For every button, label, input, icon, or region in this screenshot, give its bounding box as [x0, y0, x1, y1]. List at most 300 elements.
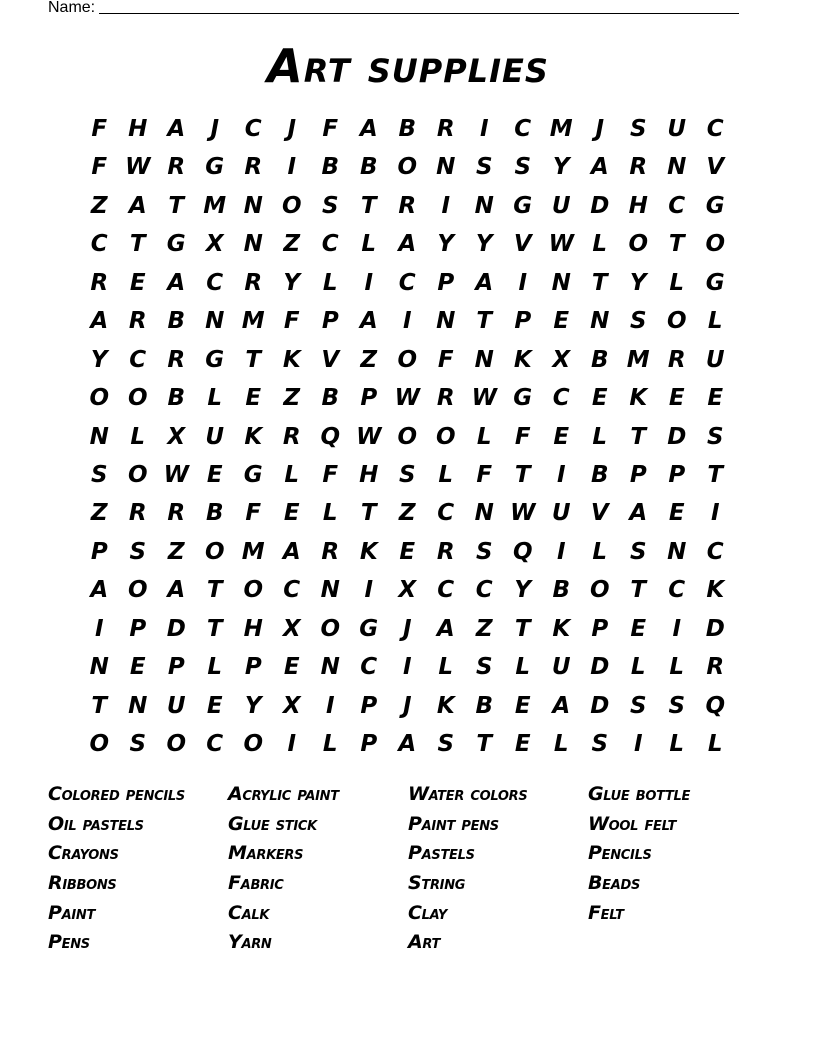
grid-letter: L [284, 461, 300, 488]
grid-letter: K [282, 346, 301, 373]
grid-letter: I [94, 615, 104, 642]
grid-letter: C [552, 385, 570, 412]
word-list-item: Glue stick [228, 812, 317, 835]
name-label: Name: [48, 0, 96, 16]
grid-letter: O [320, 615, 341, 642]
word-list-item [588, 928, 768, 958]
grid-letter: C [706, 116, 724, 142]
grid-letter: P [360, 731, 378, 757]
grid-letter: Y [90, 346, 108, 373]
grid-letter: P [668, 461, 686, 488]
grid-letter: R [398, 192, 417, 219]
grid-letter: K [629, 385, 648, 412]
grid-letter: J [402, 692, 412, 719]
grid-letter: L [592, 231, 608, 258]
word-list-item: Yarn [228, 931, 272, 954]
grid-letter: P [244, 654, 262, 681]
grid-letter: E [399, 538, 416, 565]
grid-letter: E [553, 308, 570, 335]
grid-letter: Z [283, 385, 301, 412]
grid-letter: N [320, 654, 340, 681]
grid-letter: R [282, 423, 301, 450]
grid-letter: U [551, 192, 571, 219]
grid-letter: Y [437, 231, 455, 258]
grid-letter: N [436, 308, 456, 335]
grid-letter: S [706, 423, 724, 450]
grid-letter: G [705, 192, 725, 219]
grid-letter: B [205, 500, 224, 527]
grid-letter: R [321, 538, 340, 565]
grid-letter: W [394, 385, 420, 412]
grid-letter: A [128, 192, 147, 219]
grid-letter: S [629, 538, 647, 565]
grid-letter: B [167, 308, 186, 335]
grid-letter: N [667, 538, 687, 565]
grid-letter: N [320, 577, 340, 604]
grid-letter: W [125, 154, 151, 181]
grid-letter: L [361, 231, 377, 258]
word-list-item: Wool felt [588, 812, 677, 835]
grid-letter: O [127, 461, 148, 488]
grid-letter: B [398, 116, 417, 142]
grid-letter: T [360, 192, 377, 219]
grid-letter: I [287, 154, 297, 181]
grid-letter: T [168, 192, 185, 219]
grid-letter: L [707, 308, 723, 335]
grid-letter: U [551, 500, 571, 527]
grid-letter: N [128, 692, 148, 719]
grid-letter: G [166, 231, 186, 258]
grid-letter: B [552, 577, 571, 604]
grid-letter: K [552, 615, 571, 642]
grid-letter: S [475, 538, 493, 565]
grid-letter: S [475, 154, 493, 181]
grid-letter: C [706, 538, 724, 565]
grid-letter: A [436, 615, 455, 642]
grid-letter: S [514, 154, 532, 181]
grid-letter: K [359, 538, 378, 565]
grid-letter: O [243, 731, 264, 757]
grid-letter: S [398, 461, 416, 488]
grid-letter: E [553, 423, 570, 450]
grid-letter: A [359, 308, 378, 335]
grid-letter: B [359, 154, 378, 181]
grid-letter: T [91, 692, 108, 719]
grid-letter: O [89, 731, 110, 757]
grid-letter: L [592, 423, 608, 450]
grid-letter: Z [90, 500, 108, 527]
grid-letter: E [668, 385, 685, 412]
grid-letter: D [590, 692, 610, 719]
grid-letter: M [626, 346, 650, 373]
grid-letter: M [203, 192, 227, 219]
name-underline [99, 0, 739, 14]
grid-letter: W [510, 500, 536, 527]
grid-letter: U [166, 692, 186, 719]
grid-letter: I [556, 538, 566, 565]
grid-letter: C [360, 654, 378, 681]
word-list-item: Acrylic paint [228, 783, 339, 805]
grid-letter: P [360, 692, 378, 719]
grid-letter: W [163, 461, 189, 488]
grid-letter: F [283, 308, 300, 335]
word-list-item: Pencils [588, 842, 652, 865]
grid-letter: U [551, 654, 571, 681]
grid-letter: N [89, 423, 109, 450]
grid-letter: G [513, 192, 533, 219]
grid-letter: I [402, 654, 412, 681]
grid-letter: T [514, 615, 531, 642]
grid-letter: Z [283, 231, 301, 258]
word-list-item: Colored pencils [48, 783, 185, 805]
grid-letter: E [514, 692, 531, 719]
grid-letter: L [592, 538, 608, 565]
grid-letter: U [205, 423, 225, 450]
grid-letter: I [479, 116, 489, 142]
word-list-item: Felt [588, 901, 624, 924]
word-list-item: Glue bottle [588, 783, 691, 805]
grid-letter: O [628, 231, 649, 258]
grid-letter: S [321, 192, 339, 219]
grid-letter: A [590, 154, 609, 181]
grid-letter: O [397, 423, 418, 450]
grid-letter: N [551, 269, 571, 296]
word-list-item: Crayons [48, 842, 119, 865]
grid-letter: R [167, 346, 186, 373]
grid-letter: F [514, 423, 531, 450]
grid-letter: N [590, 308, 610, 335]
grid-letter: V [706, 154, 725, 181]
grid-letter: H [243, 615, 263, 642]
grid-letter: Y [552, 154, 570, 181]
grid-letter: M [241, 538, 265, 565]
grid-letter: C [514, 116, 532, 142]
grid-letter: O [89, 385, 110, 412]
word-list-item: Ribbons [48, 872, 117, 895]
grid-letter: C [668, 577, 686, 604]
grid-letter: I [518, 269, 528, 296]
grid-letter: E [707, 385, 724, 412]
grid-letter: T [360, 500, 377, 527]
grid-letter: L [515, 654, 531, 681]
grid-letter: J [287, 116, 297, 142]
word-list-item: Water colors [408, 783, 528, 805]
grid-letter: Q [320, 423, 341, 450]
grid-letter: L [207, 654, 223, 681]
grid-letter: O [705, 231, 726, 258]
grid-letter: E [514, 731, 531, 757]
word-list-item: Art [408, 931, 441, 954]
grid-letter: I [364, 577, 374, 604]
grid-letter: T [668, 231, 685, 258]
grid-letter: S [437, 731, 455, 757]
grid-letter: O [243, 577, 264, 604]
grid-letter: G [359, 615, 379, 642]
grid-letter: R [667, 346, 686, 373]
grid-letter: L [630, 654, 646, 681]
grid-letter: L [707, 731, 723, 757]
grid-letter: G [705, 269, 725, 296]
grid-letter: O [589, 577, 610, 604]
grid-letter: R [128, 308, 147, 335]
grid-letter: S [475, 654, 493, 681]
grid-letter: Z [398, 500, 416, 527]
word-list-item: Paint pens [408, 812, 499, 835]
grid-letter: D [705, 615, 725, 642]
grid-letter: E [630, 615, 647, 642]
grid-letter: S [129, 538, 147, 565]
grid-letter: D [590, 654, 610, 681]
grid-letter: L [553, 731, 569, 757]
grid-letter: R [706, 654, 725, 681]
grid-letter: C [90, 231, 108, 258]
grid-letter: Z [475, 615, 493, 642]
grid-letter: A [398, 731, 417, 757]
grid-letter: K [436, 692, 455, 719]
grid-letter: F [322, 461, 339, 488]
grid-letter: L [438, 461, 454, 488]
grid-letter: P [514, 308, 532, 335]
grid-letter: Q [512, 538, 533, 565]
word-list-item: Beads [588, 872, 641, 895]
grid-letter: O [435, 423, 456, 450]
grid-letter: H [128, 116, 148, 142]
grid-letter: X [282, 615, 301, 642]
grid-letter: N [205, 308, 225, 335]
grid-letter: Z [360, 346, 378, 373]
grid-letter: S [629, 116, 647, 142]
grid-letter: T [206, 615, 223, 642]
grid-letter: T [630, 423, 647, 450]
grid-letter: N [89, 654, 109, 681]
grid-letter: L [669, 654, 685, 681]
grid-letter: A [167, 577, 186, 604]
grid-letter: L [669, 269, 685, 296]
grid-letter: N [474, 192, 494, 219]
grid-letter: G [205, 346, 225, 373]
grid-letter: P [129, 615, 147, 642]
grid-letter: A [629, 500, 648, 527]
grid-letter: C [321, 231, 339, 258]
grid-letter: L [207, 385, 223, 412]
grid-letter: I [633, 731, 643, 757]
grid-letter: C [437, 500, 455, 527]
grid-letter: E [129, 654, 146, 681]
grid-letter: C [206, 269, 224, 296]
grid-letter: R [436, 116, 455, 142]
page-title: Art supplies [267, 39, 549, 93]
grid-letter: T [630, 577, 647, 604]
grid-letter: I [710, 500, 720, 527]
grid-letter: U [705, 346, 725, 373]
grid-letter: A [282, 538, 301, 565]
grid-letter: S [668, 692, 686, 719]
grid-letter: A [359, 116, 378, 142]
grid-letter: I [441, 192, 451, 219]
grid-letter: N [436, 154, 456, 181]
grid-letter: O [127, 385, 148, 412]
grid-letter: W [471, 385, 497, 412]
grid-letter: T [206, 577, 223, 604]
grid-letter: S [90, 461, 108, 488]
grid-letter: R [128, 500, 147, 527]
grid-letter: O [397, 154, 418, 181]
grid-letter: N [243, 231, 263, 258]
grid-letter: T [476, 308, 493, 335]
grid-letter: O [397, 346, 418, 373]
grid-letter: J [402, 615, 412, 642]
grid-letter: E [283, 500, 300, 527]
grid-letter: F [91, 154, 108, 181]
grid-letter: B [475, 692, 494, 719]
grid-letter: J [210, 116, 220, 142]
grid-letter: Y [629, 269, 647, 296]
grid-letter: P [167, 654, 185, 681]
grid-letter: L [476, 423, 492, 450]
grid-letter: A [398, 231, 417, 258]
grid-letter: L [322, 731, 338, 757]
grid-letter: V [513, 231, 532, 258]
grid-letter: X [167, 423, 186, 450]
grid-letter: F [322, 116, 339, 142]
grid-letter: I [325, 692, 335, 719]
grid-letter: C [129, 346, 147, 373]
grid-letter: D [590, 192, 610, 219]
grid-letter: Q [705, 692, 726, 719]
grid-letter: C [283, 577, 301, 604]
grid-letter: A [167, 269, 186, 296]
grid-letter: L [322, 500, 338, 527]
grid-letter: E [129, 269, 146, 296]
word-list-item: Oil pastels [48, 812, 144, 835]
grid-letter: T [591, 269, 608, 296]
grid-letter: S [629, 308, 647, 335]
grid-letter: D [166, 615, 186, 642]
grid-letter: S [129, 731, 147, 757]
grid-letter: C [437, 577, 455, 604]
word-list-item: Calk [228, 901, 270, 924]
grid-letter: F [476, 461, 493, 488]
grid-letter: F [437, 346, 454, 373]
grid-letter: H [359, 461, 379, 488]
grid-letter: Z [167, 538, 185, 565]
grid-letter: E [206, 461, 223, 488]
grid-letter: O [166, 731, 187, 757]
grid-letter: R [629, 154, 648, 181]
grid-letter: M [549, 116, 573, 142]
name-field [48, 0, 748, 20]
grid-letter: Y [244, 692, 262, 719]
grid-letter: L [322, 269, 338, 296]
grid-letter: E [206, 692, 223, 719]
grid-letter: R [167, 500, 186, 527]
grid-letter: C [206, 731, 224, 757]
grid-letter: C [668, 192, 686, 219]
grid-letter: Y [283, 269, 301, 296]
grid-letter: R [436, 538, 455, 565]
grid-letter: L [438, 654, 454, 681]
grid-letter: A [552, 692, 571, 719]
grid-letter: X [398, 577, 417, 604]
grid-letter: I [672, 615, 682, 642]
grid-letter: P [591, 615, 609, 642]
word-list-item: Clay [408, 901, 448, 924]
grid-letter: D [667, 423, 687, 450]
grid-letter: L [130, 423, 146, 450]
grid-letter: Z [90, 192, 108, 219]
grid-letter: C [244, 116, 262, 142]
word-list-item: String [408, 872, 466, 895]
grid-letter: S [629, 692, 647, 719]
grid-letter: R [244, 154, 263, 181]
grid-letter: I [287, 731, 297, 757]
grid-letter: P [321, 308, 339, 335]
word-list-item: Markers [228, 842, 304, 865]
grid-letter: I [364, 269, 374, 296]
grid-letter: Y [514, 577, 532, 604]
grid-letter: N [474, 346, 494, 373]
grid-letter: J [595, 116, 605, 142]
grid-letter: W [548, 231, 574, 258]
grid-letter: F [91, 116, 108, 142]
grid-letter: P [360, 385, 378, 412]
grid-letter: K [244, 423, 263, 450]
grid-letter: C [475, 577, 493, 604]
word-list-item: Paint [48, 901, 96, 924]
grid-letter: E [245, 385, 262, 412]
grid-letter: K [513, 346, 532, 373]
grid-letter: E [591, 385, 608, 412]
grid-letter: X [205, 231, 224, 258]
word-list-item: Pens [48, 931, 90, 954]
grid-letter: B [321, 385, 340, 412]
grid-letter: B [590, 461, 609, 488]
grid-letter: C [398, 269, 416, 296]
grid-letter: N [667, 154, 687, 181]
grid-letter: G [243, 461, 263, 488]
grid-letter: O [281, 192, 302, 219]
grid-letter: V [321, 346, 340, 373]
word-list-item: Fabric [228, 872, 284, 895]
grid-letter: Y [475, 231, 493, 258]
grid-letter: G [513, 385, 533, 412]
grid-letter: B [321, 154, 340, 181]
grid-letter: R [436, 385, 455, 412]
grid-letter: I [556, 461, 566, 488]
grid-letter: P [629, 461, 647, 488]
grid-letter: V [590, 500, 609, 527]
grid-letter: B [167, 385, 186, 412]
grid-letter: T [245, 346, 262, 373]
grid-letter: G [205, 154, 225, 181]
word-list [48, 780, 768, 958]
grid-letter: I [402, 308, 412, 335]
grid-letter: R [167, 154, 186, 181]
grid-letter: H [628, 192, 648, 219]
grid-letter: K [706, 577, 725, 604]
grid-letter: T [476, 731, 493, 757]
grid-letter: B [590, 346, 609, 373]
grid-letter: T [129, 231, 146, 258]
grid-letter: L [669, 731, 685, 757]
grid-letter: X [282, 692, 301, 719]
grid-letter: R [90, 269, 109, 296]
grid-letter: U [667, 116, 687, 142]
grid-letter: A [475, 269, 494, 296]
grid-letter: O [204, 538, 225, 565]
grid-letter: T [514, 461, 531, 488]
grid-letter: W [356, 423, 382, 450]
